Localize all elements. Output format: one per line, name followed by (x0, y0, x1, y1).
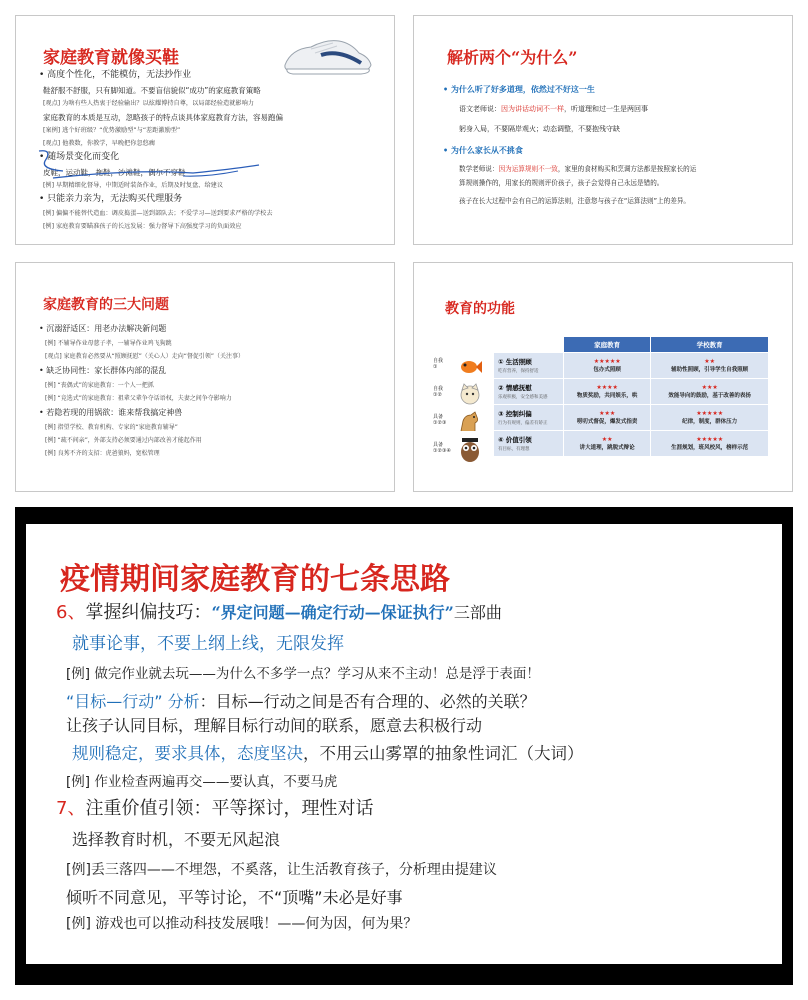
s1-line-11: [例] 偏偏不能替代造血：调皮捣蛋—送到部队去；不爱学习—送到要求严格的学校去 (43, 210, 273, 217)
cat-icon (457, 382, 483, 406)
function-name-2: ② 情感抚慰 乐观积极，安全感和美感 (494, 379, 564, 405)
table-row (494, 431, 769, 457)
s1-line-2: 鞋舒服不舒服，只有脚知道。不要盲信貌似“成功”的家庭教育策略 (43, 86, 261, 95)
table-row (494, 353, 769, 379)
function-table (493, 336, 769, 457)
slide-2 (417, 19, 789, 241)
function-name-4: ④ 价值引领 有目标，有理想 (494, 431, 564, 457)
s5-l5-blue: 规则稳定，要求具体，态度坚决 (72, 744, 303, 763)
family-cell-4: ★★ 讲大道理，跳脱式辩论 (564, 431, 651, 457)
s1-line-4: 家庭教育的本质是互动，忽略孩子的特点谈具体家庭教育方法，容易跑偏 (43, 113, 283, 122)
s5-line-5 (72, 744, 584, 764)
s5-l5-rest: ，不用云山雾罩的抽象性词汇（大词） (303, 744, 584, 763)
school-cell-2: ★★★ 效能导向的鼓励，基于改善的表扬 (651, 379, 769, 405)
s4-tag-3: 具备 ①②③ (433, 414, 447, 426)
s5-h7-num: 7、 (56, 798, 86, 819)
slide-5-title: 疫情期间家庭教育的七条思路 (60, 562, 450, 597)
s5-line-7: 选择教育时机，不要无风起浪 (72, 830, 281, 849)
s1-line-1: • 高度个性化，不能模仿，无法抄作业 (39, 70, 192, 80)
s3-line-10: [例] 良莠不齐的支招：虎爸狼妈，宽松管理 (45, 450, 160, 457)
slide-2-frame (413, 15, 793, 245)
s5-line-2: [例] 做完作业就去玩——为什么不多学一点？学习从来不主动！总是浮于表面！ (66, 666, 540, 682)
table-row (494, 405, 769, 431)
s5-h6-text: 掌握纠偏技巧： (85, 602, 212, 623)
family-cell-1: ★★★★★ 包办式照顾 (564, 353, 651, 379)
s2-question-1: • 为什么听了好多道理，依然过不好这一生 (443, 84, 595, 94)
school-cell-4: ★★★★★ 生涯规划，班风校风，榜样示范 (651, 431, 769, 457)
s2-p2a-post: ，家里的食材购买和烹调方法都是按照家长的运 (557, 165, 697, 173)
s3-line-1: • 沉溺舒适区：用老办法解决新问题 (39, 324, 167, 333)
table-corner (494, 337, 564, 353)
s3-line-3: [观点] 家庭教育必然要从“照顾抚慰”（关心人）走向“督促引领”（关注事） (45, 353, 245, 360)
function-name-3: ③ 控制纠偏 行为有规则，偏差有矫正 (494, 405, 564, 431)
s5-line-3 (66, 692, 536, 711)
slide-4-title: 教育的功能 (445, 301, 515, 317)
s5-l3-rest: ：目标—行动之间是否有合理的、必然的关联？ (199, 692, 536, 711)
s5-line-6: [例] 作业检查两遍再交——要认真，不要马虎 (66, 774, 338, 790)
sneaker-icon (281, 29, 376, 77)
slide-1 (19, 19, 391, 241)
s3-line-7: • 若隐若现的用锅欲：谁来帮我搞定神兽 (39, 408, 183, 417)
slide-3-frame (15, 262, 395, 492)
s5-h6-num: 6、 (56, 602, 86, 623)
s3-line-9: [例] “疏不间亲”，外部支持必须要通过内部改善才能起作用 (45, 437, 202, 444)
s5-line-9: 倾听不同意见，平等讨论，不“顶嘴”未必是好事 (66, 888, 403, 907)
function-name-1: ① 生活照顾 吃有营养，保持舒适 (494, 353, 564, 379)
slide-5 (26, 524, 782, 964)
s2-para-2a (459, 166, 696, 174)
school-cell-1: ★★ 辅助性照顾，引导学生自我照顾 (651, 353, 769, 379)
s5-line-10: [例] 游戏也可以推动科技发展哦！——何为因，何为果？ (66, 916, 418, 932)
s3-line-2: [例] 不辅导作业母慈子孝，一辅导作业鸡飞狗跳 (45, 340, 172, 347)
s2-para-1b: 躬身入局，不要隔岸观火；动态调整，不要抱残守缺 (459, 125, 620, 133)
s5-h6-blue: “界定问题—确定行动—保证执行” (211, 603, 454, 622)
s5-line-4: 让孩子认同目标，理解目标行动间的联系，愿意去积极行动 (66, 716, 483, 735)
s1-line-10: • 只能亲力亲为，无法购买代理服务 (39, 194, 183, 204)
s1-line-6: [观点] 他教数，你教学，早晚把你忽悠瘸 (43, 140, 155, 147)
s3-line-5: [例] “丧偶式”的家庭教育：一个人一把抓 (45, 382, 154, 389)
table-row (494, 379, 769, 405)
slide-2-title: 解析两个“为什么” (447, 48, 578, 67)
s4-tag-4: 具备 ①②③④ (433, 442, 451, 454)
slide-3-title: 家庭教育的三大问题 (43, 297, 169, 313)
table-header-family: 家庭教育 (564, 337, 651, 353)
s2-p1a-pre: 语文老师说： (459, 105, 501, 113)
family-cell-3: ★★★ 唠叨式督促，爆发式指责 (564, 405, 651, 431)
family-cell-2: ★★★★ 物质奖励，共同娱乐，哄 (564, 379, 651, 405)
slide-3 (19, 266, 391, 488)
s3-line-4: • 缺乏协同性：家长群体内部的混乱 (39, 366, 167, 375)
s2-question-2: • 为什么家长从不挑食 (443, 145, 523, 155)
s1-line-7: • 随场景变化而变化 (39, 152, 120, 162)
table-header-school: 学校教育 (651, 337, 769, 353)
s1-line-8: 皮鞋，运动鞋，拖鞋，沙滩鞋，偶尔不穿鞋 (43, 168, 186, 177)
s1-line-5: [案例] 逃个好班级？“优势激励型”与“差距激励型” (43, 127, 181, 134)
slide-5-frame (15, 507, 793, 985)
slide-1-title: 家庭教育就像买鞋 (43, 48, 179, 68)
s1-line-9: [例] 早期精细化督导，中期适时装备作业，后期及时复盘、给建议 (43, 182, 224, 189)
slide-4-frame (413, 262, 793, 492)
s2-p1a-red: 因为讲话动词不一样 (501, 105, 564, 113)
s5-l3-blue: “目标—行动” 分析 (66, 692, 200, 711)
s5-heading-7 (56, 798, 373, 820)
s5-heading-6 (56, 602, 502, 624)
s5-line-1: 就事论事，不要上纲上线，无限发挥 (72, 634, 344, 654)
s2-p2a-red: 因为运算规则不一致 (498, 165, 558, 173)
s3-line-6: [例] “竞选式”的家庭教育：祖辈父辈争夺话语权，夫妻之间争夺影响力 (45, 395, 232, 402)
s2-p1a-post: ，听道理和过一生是两回事 (564, 105, 648, 113)
s5-h6-tail: 三部曲 (453, 603, 502, 622)
school-cell-3: ★★★★★ 纪律，制度，群体压力 (651, 405, 769, 431)
owl-teacher-icon (457, 436, 483, 464)
goldfish-icon (457, 356, 483, 378)
s1-line-3: [观点] 为啥有些人热衷于经验输出？以炫耀博持自尊，以局部经验造就影响力 (43, 100, 254, 107)
s5-h7-text: 注重价值引领：平等探讨，理性对话 (85, 798, 374, 819)
s2-para-2b: 算规则操作的，用家长的规则评价孩子，孩子会觉得自己永远是错的。 (459, 179, 664, 187)
s4-tag-1: 自我 ① (433, 358, 444, 370)
s4-tag-2: 自我 ①② (433, 386, 444, 398)
slide-4 (417, 266, 789, 488)
s5-line-8: [例]丢三落四——不埋怨，不奚落，让生活教育孩子，分析理由提建议 (66, 862, 497, 878)
s2-p2a-pre: 数学老师说： (459, 165, 499, 173)
horse-icon (457, 409, 483, 435)
s3-line-8: [例] 指望学校、教育机构、专家的“家庭教育辅导” (45, 424, 178, 431)
s2-para-1a (459, 105, 648, 113)
s2-para-2c: 孩子在长大过程中会有自己的运算法则，注意您与孩子在“运算法则”上的差异。 (459, 197, 691, 205)
s1-line-12: [例] 家庭教育要瞄准孩子的长远发展：强力督导下高强度学习的负面效应 (43, 223, 242, 230)
pen-annotation (33, 147, 263, 187)
slide-1-frame (15, 15, 395, 245)
